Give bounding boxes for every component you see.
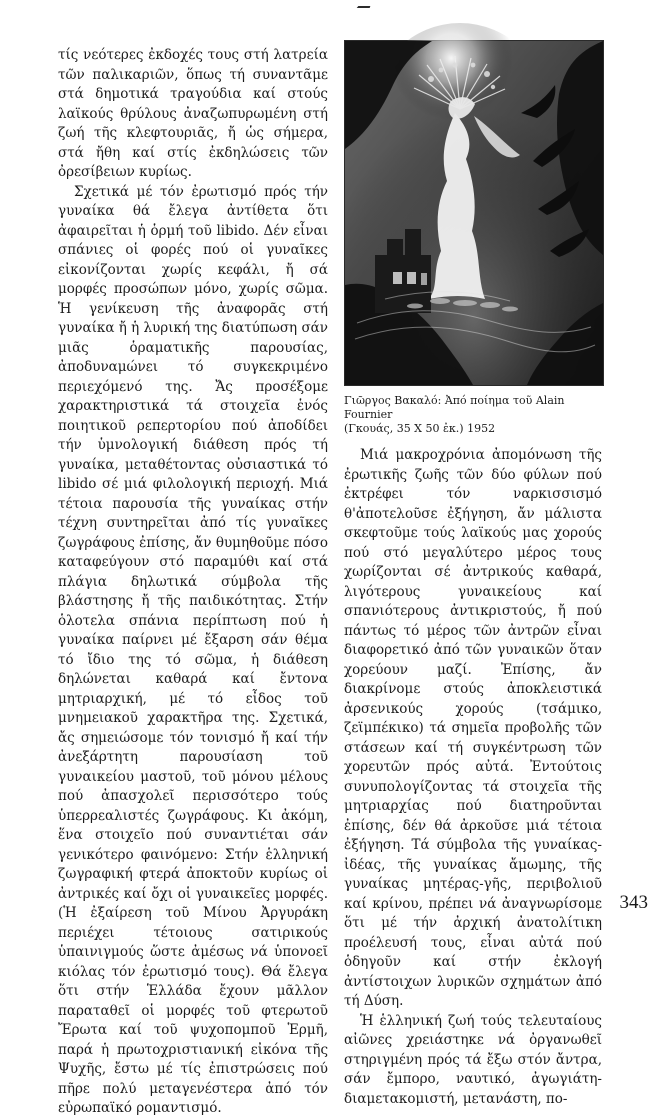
left-paragraph-2: Σχετικά μέ τόν ἐρωτισμό πρός τήν γυναίκα θά ἔλεγα ἀντίθετα ὅτι ἀφαιρεῖται ἡ ὁρμή τοῦ libido. Δέν εἶναι σπάνιες οἱ φορές πού οἱ γυναῖκες εἰκονίζονται χωρίς κεφάλι, ἤ σά μορφές προσώπων μόνο, χωρίς σῶμα. Ἡ γενίκευση τῆς ἀναφορᾶς στή γυναίκα ἤ ἡ λυρική της διατύπωση σάν μιᾶς ὁραματικῆς παρουσίας, ἀποδυναμώνει τό συγκεκριμένο περιεχόμενό της. Ἄς προσέξομε χαρακτηριστικά τά στοιχεῖα ἑνός ποιητικοῦ ρεπερτορίου πού ἀποδίδει τήν ὑμνολογική διάθεση πρός τή γυναίκα, μεταθέτοντας οὐσιαστικά τό libido σέ μιά φιλολογική περιοχή. Μιά τέτοια παρουσία τῆς γυναίκας στήν τέχνη συντηρεῖται ἀπό τίς γυναῖκες ζωγράφους ἐπίσης, ἄν θυμηθοῦμε πόσο καταφεύγουν στό παραμύθι καί στά πλάγια δηλωτικά σύμβολα τῆς βλάστησης ἤ τῆς παιδικότητας. Στήν ὁλοτελα σπάνια περίπτωση πού ἡ γυναίκα παίρνει μέ ἔξαρση σάν θέμα τό ἴδιο της τό σῶμα, ἡ διάθεση δηλώνεται καθαρά καί ἔντονα μητριαρχική, μέ τό εἶδος τοῦ μνημειακοῦ χαρακτῆρα της. Σχετικά, ἄς σημειώσομε τόν τονισμό ἤ καί τήν ἀνεξάρτητη παρουσίαση τοῦ γυναικείου μαστοῦ, τοῦ μόνου μέλους πού ἀπασχολεῖ περισσότερο τούς ὑπερρεαλιστές ζωγράφους. Κι ἀκόμη, ἕνα στοιχεῖο πού συναντιέται σάν γενικότερο φαινόμενο: Στήν ἑλληνική ζωγραφική φτερά ἀποκτοῦν κυρίως οἱ ἀντρικές καί ὄχι οἱ γυναικεῖες μορφές. (Ἡ ἐξαίρεση τοῦ Μίνου Ἀργυράκη περιέχει τέτοιους σατιρικούς ὑπαινιγμούς ὥστε ἀμέσως νά ὑπονοεῖ κιόλας τόν ἐρωτισμό τους). Θά ἔλεγα ὅτι στήν Ἑλλάδα ἔχουν μᾶλλον παραταθεῖ οἱ μορφές τοῦ φτερωτοῦ Ἔρωτα καί τοῦ ψυχοπομποῦ Ἑρμῆ, παρά ἡ πρωτοχριστιανική εἰκόνα τῆς Ψυχῆς, ἔστω μέ τίς ἐπιστρώσεις πού πῆρε πολύ μεταγενέστερα ἀπό τόν εὐρωπαϊκό ρομαντισμό. [58,183,328,1116]
right-text-column [344,446,602,1109]
right-column [344,40,602,1107]
figure-caption-line-2: (Γκουάς, 35 Χ 50 ἐκ.) 1952 [344,422,496,435]
page-number: 343 [619,892,648,913]
top-print-mark [357,0,373,8]
painting-image [345,41,603,385]
left-text-column [58,46,328,1116]
painting-illustration [344,40,604,386]
right-paragraph-2: Ἡ ἑλληνική ζωή τούς τελευταίους αἰῶνες χρειάστηκε νά ὀργανωθεῖ στηριγμένη πρός τά ἔξω στόν ἄντρα, σάν ἔμπορο, ναυτικό, ἀγωγιάτη-διαμετακομιστή, μετανάστη, πο- [344,1012,602,1107]
right-paragraph-1: Μιά μακροχρόνια ἀπομόνωση τῆς ἐρωτικῆς ζωῆς τῶν δύο φύλων πού ἐκτρέφει τόν ναρκισσισμό θ'ἀποτελοῦσε ἐξήγηση, ἄν μάλιστα σκεφτοῦμε τούς λαϊκούς μας χορούς πού στό μεγαλύτερο μέρος τους χωρίζονται σέ ἀντρικούς καθαρά, λιγότερους γυναικείους καί σπανιότερους ἀντικριστούς, ἤ πού πάντως τό μέρος τῶν ἀντρῶν εἶναι διαφορετικό ἀπό τῶν γυναικῶν ὅταν χορεύουν μαζί. Ἐπίσης, ἄν διακρίνομε στούς ἀποκλειστικά ἀρσενικούς χορούς (τσάμικο, ζεϊμπέκικο) τά σημεῖα προβολῆς τῶν στάσεων καί τή συγκέντρωση τῶν χορευτῶν πρός αὐτά. Ἐντούτοις συνυπολογίζοντας τά στοιχεῖα τῆς μητριαρχίας πού διατηροῦνται ἐπίσης, δέν θά ἀρκοῦσε μιά τέτοια ἐξήγηση. Τά σύμβολα τῆς γυναίκας-ἰδέας, τῆς γυναίκας ἄμωμης, τῆς γυναίκας μητέρας-γῆς, περιβολιοῦ καί κρίνου, πρέπει νά ἀναγνωρίσομε ὅτι μέ τήν ἀρχική ἀνατολίτικη προέλευσή τους, εἶναι αὐτά πού ὁδηγοῦν καί στήν ἐκλογή ἀντίστοιχων λυρικῶν σχημάτων ἀπό τή Δύση. [344,447,602,1009]
figure-caption-line-1: Γιῶργος Βακαλό: Ἀπό ποίημα τοῦ Alain Fournier [344,394,565,421]
figure-caption [344,394,602,436]
left-paragraph-1: τίς νεότερες ἐκδοχές τους στή λατρεία τῶν παλικαριῶν, ὅπως τή συναντᾶμε στά δημοτικά τραγούδια καί στούς λαϊκούς θρύλους ἀναζωπυρωμένη στή ζωή τῆς κλεφτουριᾶς, ἤ ὡς σήμερα, στά ἤθη καί στίς ἐκδηλώσεις τῶν ὀρεσίβειων κυρίως. [58,47,328,180]
